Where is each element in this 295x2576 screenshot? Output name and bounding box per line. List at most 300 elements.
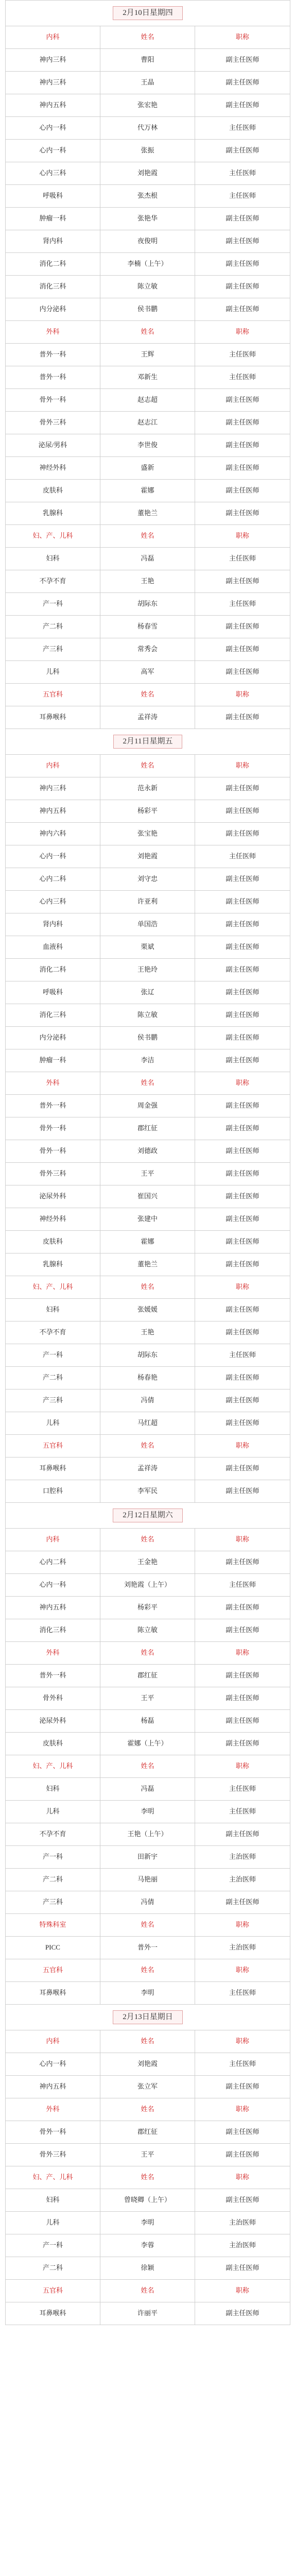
- doctor-row: [6, 1412, 290, 1435]
- category-header-row: [6, 1072, 290, 1095]
- doctor-row: [6, 638, 290, 661]
- doctor-name-cell: 夜俊明: [100, 230, 195, 253]
- doctor-row: [6, 253, 290, 276]
- doctor-title-cell: 副主任医师: [195, 1597, 290, 1619]
- doctor-name-cell: 刘守忠: [100, 868, 195, 891]
- title-column-header: 职称: [195, 755, 290, 777]
- doctor-title-cell: 副主任医师: [195, 1095, 290, 1117]
- doctor-row: [6, 1710, 290, 1733]
- department-cell: 神内五科: [6, 2076, 100, 2098]
- doctor-title-cell: 副主任医师: [195, 1027, 290, 1049]
- name-column-header: 姓名: [100, 1276, 195, 1299]
- doctor-title-cell: 主任医师: [195, 366, 290, 389]
- doctor-title-cell: 副主任医师: [195, 1733, 290, 1755]
- doctor-name-cell: 杨磊: [100, 1710, 195, 1733]
- doctor-row: [6, 2144, 290, 2166]
- doctor-title-cell: 副主任医师: [195, 1891, 290, 1914]
- doctor-name-cell: 杨春雪: [100, 616, 195, 638]
- department-cell: 心内二科: [6, 1551, 100, 1574]
- doctor-name-cell: 李蓉: [100, 2234, 195, 2257]
- doctor-name-cell: 霍娜（上午）: [100, 1733, 195, 1755]
- department-cell: 产三科: [6, 638, 100, 661]
- doctor-name-cell: 霍娜: [100, 480, 195, 502]
- doctor-name-cell: 刘艳霞（上午）: [100, 1574, 195, 1597]
- day-header-row: [6, 1503, 290, 1529]
- doctor-title-cell: 主任医师: [195, 1574, 290, 1597]
- doctor-name-cell: 张建中: [100, 1208, 195, 1231]
- doctor-title-cell: 副主任医师: [195, 1823, 290, 1846]
- doctor-name-cell: 李明: [100, 1801, 195, 1823]
- department-cell: 不孕不育: [6, 1823, 100, 1846]
- doctor-name-cell: 霍娜: [100, 1231, 195, 1253]
- department-cell: 肾内科: [6, 230, 100, 253]
- doctor-title-cell: 副主任医师: [195, 1049, 290, 1072]
- doctor-name-cell: 刘艳霞: [100, 845, 195, 868]
- day-title: 2月10日星期四: [113, 6, 183, 20]
- doctor-row: [6, 1982, 290, 2005]
- title-column-header: 职称: [195, 1914, 290, 1937]
- category-header-row: [6, 1642, 290, 1665]
- department-cell: 神经外科: [6, 457, 100, 480]
- doctor-row: [6, 1163, 290, 1185]
- doctor-row: [6, 548, 290, 570]
- department-cell: 儿科: [6, 1801, 100, 1823]
- category-label: 外科: [6, 321, 100, 344]
- category-header-row: [6, 1959, 290, 1982]
- doctor-name-cell: 张宝艳: [100, 823, 195, 845]
- doctor-name-cell: 王艳: [100, 1321, 195, 1344]
- doctor-row: [6, 162, 290, 185]
- doctor-row: [6, 1185, 290, 1208]
- title-column-header: 职称: [195, 2166, 290, 2189]
- doctor-row: [6, 1619, 290, 1642]
- day-title: 2月11日星期五: [113, 735, 183, 749]
- doctor-title-cell: 副主任医师: [195, 2144, 290, 2166]
- doctor-title-cell: 主治医师: [195, 1869, 290, 1891]
- department-cell: 消化三科: [6, 1619, 100, 1642]
- department-cell: 泌尿/男科: [6, 434, 100, 457]
- department-cell: 妇科: [6, 2189, 100, 2212]
- department-cell: 骨外科: [6, 1687, 100, 1710]
- doctor-name-cell: 陈立敏: [100, 1619, 195, 1642]
- department-cell: 耳鼻喉科: [6, 706, 100, 729]
- doctor-row: [6, 959, 290, 981]
- doctor-title-cell: 副主任医师: [195, 777, 290, 800]
- title-column-header: 职称: [195, 1276, 290, 1299]
- doctor-title-cell: 副主任医师: [195, 230, 290, 253]
- doctor-name-cell: 栗斌: [100, 936, 195, 959]
- doctor-title-cell: 副主任医师: [195, 1208, 290, 1231]
- department-cell: 产二科: [6, 616, 100, 638]
- category-label: 妇、产、儿科: [6, 2166, 100, 2189]
- name-column-header: 姓名: [100, 2166, 195, 2189]
- name-column-header: 姓名: [100, 1529, 195, 1551]
- doctor-title-cell: 副主任医师: [195, 2302, 290, 2325]
- doctor-title-cell: 主任医师: [195, 185, 290, 208]
- doctor-name-cell: 马艳丽: [100, 1869, 195, 1891]
- department-cell: 口腔科: [6, 1480, 100, 1503]
- doctor-title-cell: 副主任医师: [195, 2189, 290, 2212]
- doctor-title-cell: 副主任医师: [195, 638, 290, 661]
- department-cell: 神内三科: [6, 72, 100, 94]
- category-label: 外科: [6, 2098, 100, 2121]
- department-cell: 心内三科: [6, 891, 100, 913]
- doctor-title-cell: 主任医师: [195, 1344, 290, 1367]
- doctor-row: [6, 1253, 290, 1276]
- doctor-title-cell: 副主任医师: [195, 1140, 290, 1163]
- department-cell: 骨外一科: [6, 1117, 100, 1140]
- doctor-title-cell: 副主任医师: [195, 2121, 290, 2144]
- doctor-title-cell: 副主任医师: [195, 49, 290, 72]
- doctor-row: [6, 616, 290, 638]
- department-cell: 儿科: [6, 2212, 100, 2234]
- category-label: 五官科: [6, 2280, 100, 2302]
- name-column-header: 姓名: [100, 26, 195, 49]
- doctor-title-cell: 副主任医师: [195, 1665, 290, 1687]
- doctor-row: [6, 1140, 290, 1163]
- doctor-title-cell: 副主任医师: [195, 570, 290, 593]
- department-cell: 心内一科: [6, 845, 100, 868]
- doctor-title-cell: 副主任医师: [195, 1004, 290, 1027]
- doctor-name-cell: 刘艳霞: [100, 2053, 195, 2076]
- department-cell: 耳鼻喉科: [6, 1982, 100, 2005]
- doctor-title-cell: 副主任医师: [195, 2257, 290, 2280]
- department-cell: 产一科: [6, 1344, 100, 1367]
- doctor-title-cell: 副主任医师: [195, 1687, 290, 1710]
- doctor-name-cell: 王晶: [100, 72, 195, 94]
- doctor-row: [6, 661, 290, 684]
- doctor-title-cell: 副主任医师: [195, 891, 290, 913]
- department-cell: 泌尿外科: [6, 1710, 100, 1733]
- doctor-row: [6, 1823, 290, 1846]
- doctor-name-cell: 王平: [100, 1687, 195, 1710]
- doctor-title-cell: 副主任医师: [195, 208, 290, 230]
- doctor-row: [6, 981, 290, 1004]
- department-cell: 普外一科: [6, 344, 100, 366]
- doctor-title-cell: 主任医师: [195, 344, 290, 366]
- category-header-row: [6, 1914, 290, 1937]
- doctor-name-cell: 王艳玲: [100, 959, 195, 981]
- doctor-title-cell: 副主任医师: [195, 616, 290, 638]
- doctor-title-cell: 副主任医师: [195, 936, 290, 959]
- doctor-title-cell: 副主任医师: [195, 1299, 290, 1321]
- doctor-row: [6, 230, 290, 253]
- doctor-name-cell: 王艳（上午）: [100, 1823, 195, 1846]
- doctor-name-cell: 王金艳: [100, 1551, 195, 1574]
- doctor-row: [6, 845, 290, 868]
- category-label: 内科: [6, 26, 100, 49]
- doctor-title-cell: 副主任医师: [195, 1458, 290, 1480]
- category-label: 五官科: [6, 1435, 100, 1458]
- department-cell: 妇科: [6, 548, 100, 570]
- category-header-row: [6, 525, 290, 548]
- title-column-header: 职称: [195, 26, 290, 49]
- department-cell: 儿科: [6, 1412, 100, 1435]
- doctor-row: [6, 1551, 290, 1574]
- doctor-title-cell: 副主任医师: [195, 412, 290, 434]
- doctor-name-cell: 马红超: [100, 1412, 195, 1435]
- doctor-row: [6, 1665, 290, 1687]
- doctor-row: [6, 389, 290, 412]
- department-cell: 儿科: [6, 661, 100, 684]
- department-cell: 骨外三科: [6, 1163, 100, 1185]
- doctor-row: [6, 1049, 290, 1072]
- department-cell: 普外一科: [6, 1095, 100, 1117]
- doctor-row: [6, 502, 290, 525]
- doctor-name-cell: 冯磊: [100, 1778, 195, 1801]
- doctor-name-cell: 刘德政: [100, 1140, 195, 1163]
- department-cell: 皮肤科: [6, 1733, 100, 1755]
- doctor-row: [6, 72, 290, 94]
- doctor-row: [6, 913, 290, 936]
- department-cell: 骨外一科: [6, 1140, 100, 1163]
- name-column-header: 姓名: [100, 525, 195, 548]
- doctor-name-cell: 郡红征: [100, 2121, 195, 2144]
- doctor-title-cell: 主任医师: [195, 1982, 290, 2005]
- doctor-row: [6, 298, 290, 321]
- doctor-row: [6, 140, 290, 162]
- doctor-title-cell: 副主任医师: [195, 1480, 290, 1503]
- doctor-title-cell: 副主任医师: [195, 1253, 290, 1276]
- doctor-title-cell: 副主任医师: [195, 140, 290, 162]
- doctor-row: [6, 570, 290, 593]
- department-cell: 神内五科: [6, 800, 100, 823]
- doctor-row: [6, 1208, 290, 1231]
- day-header-row: [6, 729, 290, 755]
- category-label: 外科: [6, 1642, 100, 1665]
- doctor-row: [6, 2257, 290, 2280]
- doctor-row: [6, 366, 290, 389]
- title-column-header: 职称: [195, 684, 290, 706]
- department-cell: 神内三科: [6, 49, 100, 72]
- department-cell: 普外一科: [6, 1665, 100, 1687]
- department-cell: 心内二科: [6, 868, 100, 891]
- category-label: 内科: [6, 755, 100, 777]
- doctor-name-cell: 徐颖: [100, 2257, 195, 2280]
- doctor-row: [6, 117, 290, 140]
- doctor-name-cell: 董艳兰: [100, 502, 195, 525]
- doctor-name-cell: 李军民: [100, 1480, 195, 1503]
- category-header-row: [6, 684, 290, 706]
- department-cell: 产一科: [6, 593, 100, 616]
- name-column-header: 姓名: [100, 1435, 195, 1458]
- department-cell: 产二科: [6, 1869, 100, 1891]
- doctor-name-cell: 李洁: [100, 1049, 195, 1072]
- doctor-title-cell: 副主任医师: [195, 457, 290, 480]
- department-cell: 神内三科: [6, 777, 100, 800]
- title-column-header: 职称: [195, 1755, 290, 1778]
- category-header-row: [6, 1276, 290, 1299]
- doctor-title-cell: 主任医师: [195, 1778, 290, 1801]
- doctor-title-cell: 副主任医师: [195, 1389, 290, 1412]
- doctor-row: [6, 1480, 290, 1503]
- department-cell: 消化二科: [6, 959, 100, 981]
- department-cell: 皮肤科: [6, 1231, 100, 1253]
- category-header-row: [6, 321, 290, 344]
- doctor-name-cell: 曾晓卿（上午）: [100, 2189, 195, 2212]
- doctor-name-cell: 胡际东: [100, 1344, 195, 1367]
- doctor-name-cell: 董艳兰: [100, 1253, 195, 1276]
- doctor-name-cell: 刘艳霞: [100, 162, 195, 185]
- department-cell: 泌尿外科: [6, 1185, 100, 1208]
- doctor-name-cell: 郡红征: [100, 1665, 195, 1687]
- doctor-row: [6, 94, 290, 117]
- doctor-row: [6, 823, 290, 845]
- doctor-row: [6, 891, 290, 913]
- category-label: 外科: [6, 1072, 100, 1095]
- doctor-row: [6, 1458, 290, 1480]
- doctor-name-cell: 冯倩: [100, 1389, 195, 1412]
- doctor-row: [6, 706, 290, 729]
- department-cell: 内分泌科: [6, 298, 100, 321]
- title-column-header: 职称: [195, 1435, 290, 1458]
- doctor-row: [6, 1004, 290, 1027]
- doctor-name-cell: 郡红征: [100, 1117, 195, 1140]
- doctor-title-cell: 副主任医师: [195, 1117, 290, 1140]
- doctor-name-cell: 侯书鹏: [100, 298, 195, 321]
- title-column-header: 职称: [195, 1529, 290, 1551]
- doctor-name-cell: 孟祥涛: [100, 1458, 195, 1480]
- category-header-row: [6, 1435, 290, 1458]
- title-column-header: 职称: [195, 2280, 290, 2302]
- day-title: 2月12日星期六: [113, 1509, 183, 1522]
- doctor-row: [6, 49, 290, 72]
- doctor-title-cell: 主治医师: [195, 1846, 290, 1869]
- category-label: 内科: [6, 2030, 100, 2053]
- name-column-header: 姓名: [100, 755, 195, 777]
- doctor-row: [6, 2212, 290, 2234]
- doctor-name-cell: 王平: [100, 2144, 195, 2166]
- day-header-cell: [6, 1, 290, 26]
- day-header-row: [6, 2005, 290, 2030]
- doctor-row: [6, 1344, 290, 1367]
- department-cell: 呼吸科: [6, 981, 100, 1004]
- doctor-row: [6, 276, 290, 298]
- doctor-title-cell: 副主任医师: [195, 706, 290, 729]
- category-label: 妇、产、儿科: [6, 525, 100, 548]
- category-header-row: [6, 1755, 290, 1778]
- doctor-title-cell: 副主任医师: [195, 72, 290, 94]
- doctor-title-cell: 副主任医师: [195, 913, 290, 936]
- name-column-header: 姓名: [100, 2280, 195, 2302]
- doctor-name-cell: 王平: [100, 1163, 195, 1185]
- name-column-header: 姓名: [100, 1959, 195, 1982]
- department-cell: 妇科: [6, 1299, 100, 1321]
- doctor-title-cell: 主任医师: [195, 162, 290, 185]
- doctor-name-cell: 李明: [100, 2212, 195, 2234]
- doctor-name-cell: 张媛媛: [100, 1299, 195, 1321]
- doctor-title-cell: 副主任医师: [195, 661, 290, 684]
- day-header-cell: [6, 729, 290, 755]
- name-column-header: 姓名: [100, 2098, 195, 2121]
- category-label: 妇、产、儿科: [6, 1755, 100, 1778]
- department-cell: 心内三科: [6, 162, 100, 185]
- doctor-name-cell: 普外一: [100, 1937, 195, 1959]
- doctor-name-cell: 李世俊: [100, 434, 195, 457]
- department-cell: 乳腺科: [6, 502, 100, 525]
- doctor-name-cell: 周金强: [100, 1095, 195, 1117]
- doctor-row: [6, 480, 290, 502]
- day-header-cell: [6, 2005, 290, 2030]
- doctor-name-cell: 杨春艳: [100, 1367, 195, 1389]
- doctor-title-cell: 主任医师: [195, 845, 290, 868]
- doctor-name-cell: 范永新: [100, 777, 195, 800]
- doctor-name-cell: 田新宇: [100, 1846, 195, 1869]
- doctor-title-cell: 主任医师: [195, 548, 290, 570]
- department-cell: 耳鼻喉科: [6, 2302, 100, 2325]
- department-cell: 消化二科: [6, 253, 100, 276]
- doctor-name-cell: 张辽: [100, 981, 195, 1004]
- doctor-title-cell: 主治医师: [195, 2234, 290, 2257]
- category-header-row: [6, 2030, 290, 2053]
- doctor-row: [6, 344, 290, 366]
- doctor-title-cell: 副主任医师: [195, 1367, 290, 1389]
- doctor-row: [6, 1095, 290, 1117]
- doctor-row: [6, 1937, 290, 1959]
- doctor-title-cell: 主治医师: [195, 1937, 290, 1959]
- doctor-row: [6, 1778, 290, 1801]
- name-column-header: 姓名: [100, 1072, 195, 1095]
- category-header-row: [6, 755, 290, 777]
- doctor-name-cell: 高军: [100, 661, 195, 684]
- doctor-name-cell: 张振: [100, 140, 195, 162]
- department-cell: 心内一科: [6, 1574, 100, 1597]
- title-column-header: 职称: [195, 1959, 290, 1982]
- doctor-title-cell: 副主任医师: [195, 2076, 290, 2098]
- category-header-row: [6, 2166, 290, 2189]
- department-cell: 骨外一科: [6, 2121, 100, 2144]
- doctor-name-cell: 侯书鹏: [100, 1027, 195, 1049]
- doctor-name-cell: 单国浩: [100, 913, 195, 936]
- category-header-row: [6, 2280, 290, 2302]
- doctor-row: [6, 2234, 290, 2257]
- doctor-name-cell: 张立军: [100, 2076, 195, 2098]
- doctor-row: [6, 2189, 290, 2212]
- doctor-row: [6, 1597, 290, 1619]
- category-header-row: [6, 2098, 290, 2121]
- department-cell: 皮肤科: [6, 480, 100, 502]
- doctor-name-cell: 许亚利: [100, 891, 195, 913]
- category-label: 妇、产、儿科: [6, 1276, 100, 1299]
- name-column-header: 姓名: [100, 321, 195, 344]
- category-label: 特殊科室: [6, 1914, 100, 1937]
- department-cell: 产二科: [6, 2257, 100, 2280]
- doctor-row: [6, 777, 290, 800]
- department-cell: 骨外三科: [6, 412, 100, 434]
- doctor-row: [6, 2053, 290, 2076]
- doctor-name-cell: 杨彩平: [100, 1597, 195, 1619]
- title-column-header: 职称: [195, 2098, 290, 2121]
- doctor-row: [6, 2302, 290, 2325]
- doctor-row: [6, 1231, 290, 1253]
- doctor-name-cell: 代万林: [100, 117, 195, 140]
- department-cell: 血液科: [6, 936, 100, 959]
- department-cell: 产一科: [6, 1846, 100, 1869]
- department-cell: 妇科: [6, 1778, 100, 1801]
- doctor-name-cell: 许丽平: [100, 2302, 195, 2325]
- doctor-name-cell: 冯倩: [100, 1891, 195, 1914]
- doctor-title-cell: 主任医师: [195, 117, 290, 140]
- doctor-title-cell: 副主任医师: [195, 1710, 290, 1733]
- department-cell: 耳鼻喉科: [6, 1458, 100, 1480]
- doctor-title-cell: 副主任医师: [195, 1412, 290, 1435]
- name-column-header: 姓名: [100, 684, 195, 706]
- doctor-name-cell: 陈立敏: [100, 1004, 195, 1027]
- doctor-row: [6, 1027, 290, 1049]
- doctor-name-cell: 赵志超: [100, 389, 195, 412]
- department-cell: 神经外科: [6, 1208, 100, 1231]
- doctor-name-cell: 曹阳: [100, 49, 195, 72]
